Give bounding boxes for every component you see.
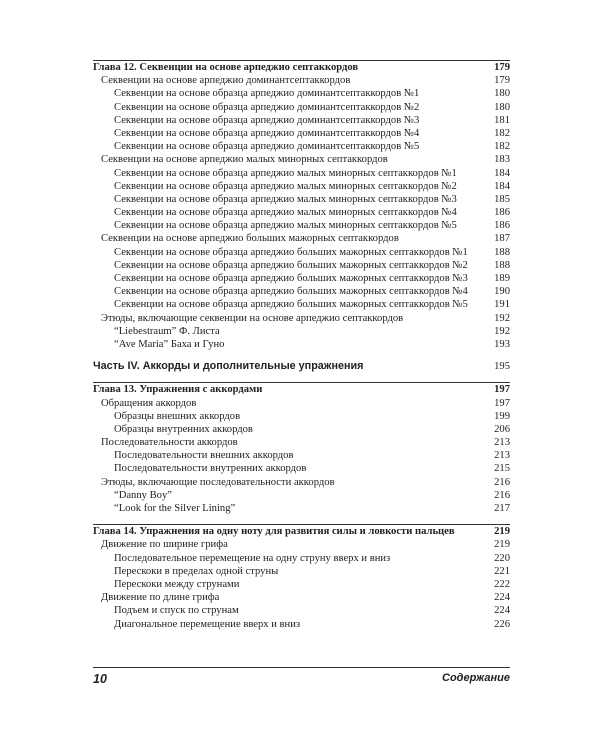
toc-entry-page: 182	[494, 127, 510, 139]
toc-entry-page: 190	[494, 286, 510, 298]
toc-entry-title: Секвенции на основе арпеджио малых минорных септаккордов	[101, 154, 388, 166]
toc-entry-title: Последовательное перемещение на одну струну вверх и вниз	[114, 552, 391, 564]
footer-rule	[93, 667, 510, 668]
toc-subsection-entry	[93, 101, 510, 114]
toc-entry-page: 226	[494, 618, 510, 630]
toc-entry-title: Глава 13. Упражнения с аккордами	[93, 384, 263, 396]
toc-entry-title: Последовательности внешних аккордов	[114, 450, 294, 462]
toc-subsection-entry	[93, 462, 510, 475]
toc-entry-page: 188	[494, 246, 510, 258]
toc-section-entry	[93, 74, 510, 87]
toc-subsection-entry	[93, 449, 510, 462]
toc-chapter-heading	[93, 60, 510, 74]
toc-entry-title: Обращения аккордов	[101, 397, 197, 409]
toc-subsection-entry	[93, 618, 510, 631]
toc-entry-title: Образцы внешних аккордов	[114, 410, 241, 422]
toc-entry-title: Секвенции на основе образца арпеджио доминантсептаккордов №1	[114, 88, 420, 100]
toc-entry-page: 197	[494, 397, 510, 409]
toc-entry-page: 184	[494, 180, 510, 192]
toc-subsection-entry	[93, 502, 510, 515]
toc-entry-page: 186	[494, 220, 510, 232]
toc-entry-title: “Liebestraum” Ф. Листа	[114, 325, 220, 337]
toc-entry-page: 186	[494, 207, 510, 219]
toc-entry-page: 180	[494, 88, 510, 100]
toc-subsection-entry	[93, 565, 510, 578]
toc-entry-title: Секвенции на основе образца арпеджио малых минорных септаккордов №2	[114, 180, 457, 192]
toc-entry-title: Часть IV. Аккорды и дополнительные упражнения	[93, 360, 364, 373]
toc-entry-title: Перескоки между струнами	[114, 578, 240, 590]
toc-entry-page: 219	[494, 539, 510, 551]
toc-entry-title: Секвенции на основе образца арпеджио доминантсептаккордов №4	[114, 127, 420, 139]
toc-subsection-entry	[93, 338, 510, 351]
toc-entry-title: Секвенции на основе арпеджио больших мажорных септаккордов	[101, 233, 399, 245]
toc-entry-title: Секвенции на основе образца арпеджио малых минорных септаккордов №1	[114, 167, 457, 179]
toc-entry-page: 206	[494, 423, 510, 435]
toc-entry-title: Глава 14. Упражнения на одну ноту для развития силы и ловкости пальцев	[93, 526, 455, 538]
toc-entry-page: 184	[494, 167, 510, 179]
toc-chapter-heading	[93, 382, 510, 396]
toc-subsection-entry	[93, 87, 510, 100]
toc-subsection-entry	[93, 193, 510, 206]
footer-page-number: 10	[93, 672, 107, 686]
toc-entry-title: Секвенции на основе образца арпеджио малых минорных септаккордов №3	[114, 193, 457, 205]
toc-entry-page: 188	[494, 259, 510, 271]
toc-entry-title: Секвенции на основе образца арпеджио доминантсептаккордов №2	[114, 101, 420, 113]
toc-entry-page: 219	[494, 526, 510, 538]
toc-entry-title: Образцы внутренних аккордов	[114, 423, 253, 435]
table-of-contents	[93, 60, 510, 631]
toc-subsection-entry	[93, 272, 510, 285]
toc-subsection-entry	[93, 578, 510, 591]
toc-entry-title: Секвенции на основе образца арпеджио доминантсептаккордов №5	[114, 141, 420, 153]
toc-entry-title: Этюды, включающие последовательности аккордов	[101, 476, 335, 488]
toc-entry-page: 220	[494, 552, 510, 564]
toc-entry-page: 181	[494, 114, 510, 126]
toc-section-entry	[93, 397, 510, 410]
toc-entry-page: 213	[494, 450, 510, 462]
toc-entry-title: Последовательности внутренних аккордов	[114, 463, 307, 475]
toc-entry-title: Секвенции на основе образца арпеджио малых минорных септаккордов №5	[114, 220, 457, 232]
toc-entry-title: “Danny Boy”	[114, 489, 172, 501]
toc-subsection-entry	[93, 140, 510, 153]
toc-subsection-entry	[93, 259, 510, 272]
toc-entry-page: 221	[494, 565, 510, 577]
toc-part-heading	[93, 360, 510, 373]
toc-entry-title: Глава 12. Секвенции на основе арпеджио септаккордов	[93, 62, 359, 73]
toc-entry-page: 224	[494, 605, 510, 617]
toc-entry-title: “Ave Maria” Баха и Гуно	[114, 338, 225, 350]
toc-entry-page: 222	[494, 578, 510, 590]
toc-section-entry	[93, 591, 510, 604]
toc-entry-title: Секвенции на основе образца арпеджио больших мажорных септаккордов №4	[114, 286, 468, 298]
toc-entry-title: Перескоки в пределах одной струны	[114, 565, 279, 577]
toc-entry-page: 179	[494, 62, 510, 73]
toc-subsection-entry	[93, 206, 510, 219]
toc-subsection-entry	[93, 423, 510, 436]
toc-subsection-entry	[93, 410, 510, 423]
toc-subsection-entry	[93, 114, 510, 127]
toc-entry-title: Диагональное перемещение вверх и вниз	[114, 618, 301, 630]
toc-subsection-entry	[93, 298, 510, 311]
section-spacer	[93, 351, 510, 360]
toc-entry-page: 187	[494, 233, 510, 245]
toc-entry-title: Секвенции на основе образца арпеджио доминантсептаккордов №3	[114, 114, 420, 126]
toc-entry-page: 182	[494, 141, 510, 153]
toc-entry-page: 183	[494, 154, 510, 166]
toc-entry-title: Движение по ширине грифа	[101, 539, 228, 551]
toc-section-entry	[93, 436, 510, 449]
toc-entry-title: Секвенции на основе образца арпеджио больших мажорных септаккордов №3	[114, 273, 468, 284]
toc-entry-title: Секвенции на основе образца арпеджио больших мажорных септаккордов №1	[114, 246, 468, 258]
toc-entry-title: Последовательности аккордов	[101, 437, 238, 449]
toc-entry-page: 215	[494, 463, 510, 475]
toc-entry-title: Секвенции на основе образца арпеджио больших мажорных септаккордов №2	[114, 259, 468, 271]
toc-entry-page: 216	[494, 489, 510, 501]
toc-subsection-entry	[93, 325, 510, 338]
toc-entry-page: 216	[494, 476, 510, 488]
toc-entry-page: 185	[494, 193, 510, 205]
toc-entry-page: 189	[494, 273, 510, 284]
toc-entry-page: 217	[494, 503, 510, 514]
toc-entry-title: Движение по длине грифа	[101, 592, 220, 604]
toc-subsection-entry	[93, 180, 510, 193]
toc-entry-page: 197	[494, 384, 510, 396]
toc-entry-title: Секвенции на основе образца арпеджио больших мажорных септаккордов №5	[114, 299, 468, 311]
toc-entry-page: 199	[494, 410, 510, 422]
toc-entry-page: 193	[494, 338, 510, 350]
toc-entry-page: 192	[494, 325, 510, 337]
toc-subsection-entry	[93, 219, 510, 232]
toc-subsection-entry	[93, 285, 510, 298]
toc-subsection-entry	[93, 246, 510, 259]
toc-section-entry	[93, 476, 510, 489]
toc-entry-page: 179	[494, 75, 510, 87]
toc-section-entry	[93, 153, 510, 166]
toc-entry-title: Этюды, включающие секвенции на основе арпеджио септаккордов	[101, 312, 404, 324]
toc-entry-page: 224	[494, 592, 510, 604]
toc-subsection-entry	[93, 489, 510, 502]
toc-section-entry	[93, 232, 510, 245]
section-spacer	[93, 515, 510, 524]
toc-subsection-entry	[93, 127, 510, 140]
toc-entry-page: 192	[494, 312, 510, 324]
toc-entry-page: 195	[494, 361, 510, 373]
toc-entry-page: 213	[494, 437, 510, 449]
toc-section-entry	[93, 312, 510, 325]
toc-chapter-heading	[93, 524, 510, 538]
toc-entry-page: 180	[494, 101, 510, 113]
toc-entry-title: Подъем и спуск по струнам	[114, 605, 239, 617]
toc-subsection-entry	[93, 552, 510, 565]
toc-entry-page: 191	[494, 299, 510, 311]
section-spacer	[93, 373, 510, 382]
toc-entry-title: “Look for the Silver Lining”	[114, 503, 236, 514]
footer-section-title: Содержание	[442, 672, 510, 684]
toc-entry-title: Секвенции на основе арпеджио доминантсептаккордов	[101, 75, 351, 87]
toc-subsection-entry	[93, 167, 510, 180]
toc-entry-title: Секвенции на основе образца арпеджио малых минорных септаккордов №4	[114, 207, 457, 219]
toc-section-entry	[93, 538, 510, 551]
toc-subsection-entry	[93, 604, 510, 617]
